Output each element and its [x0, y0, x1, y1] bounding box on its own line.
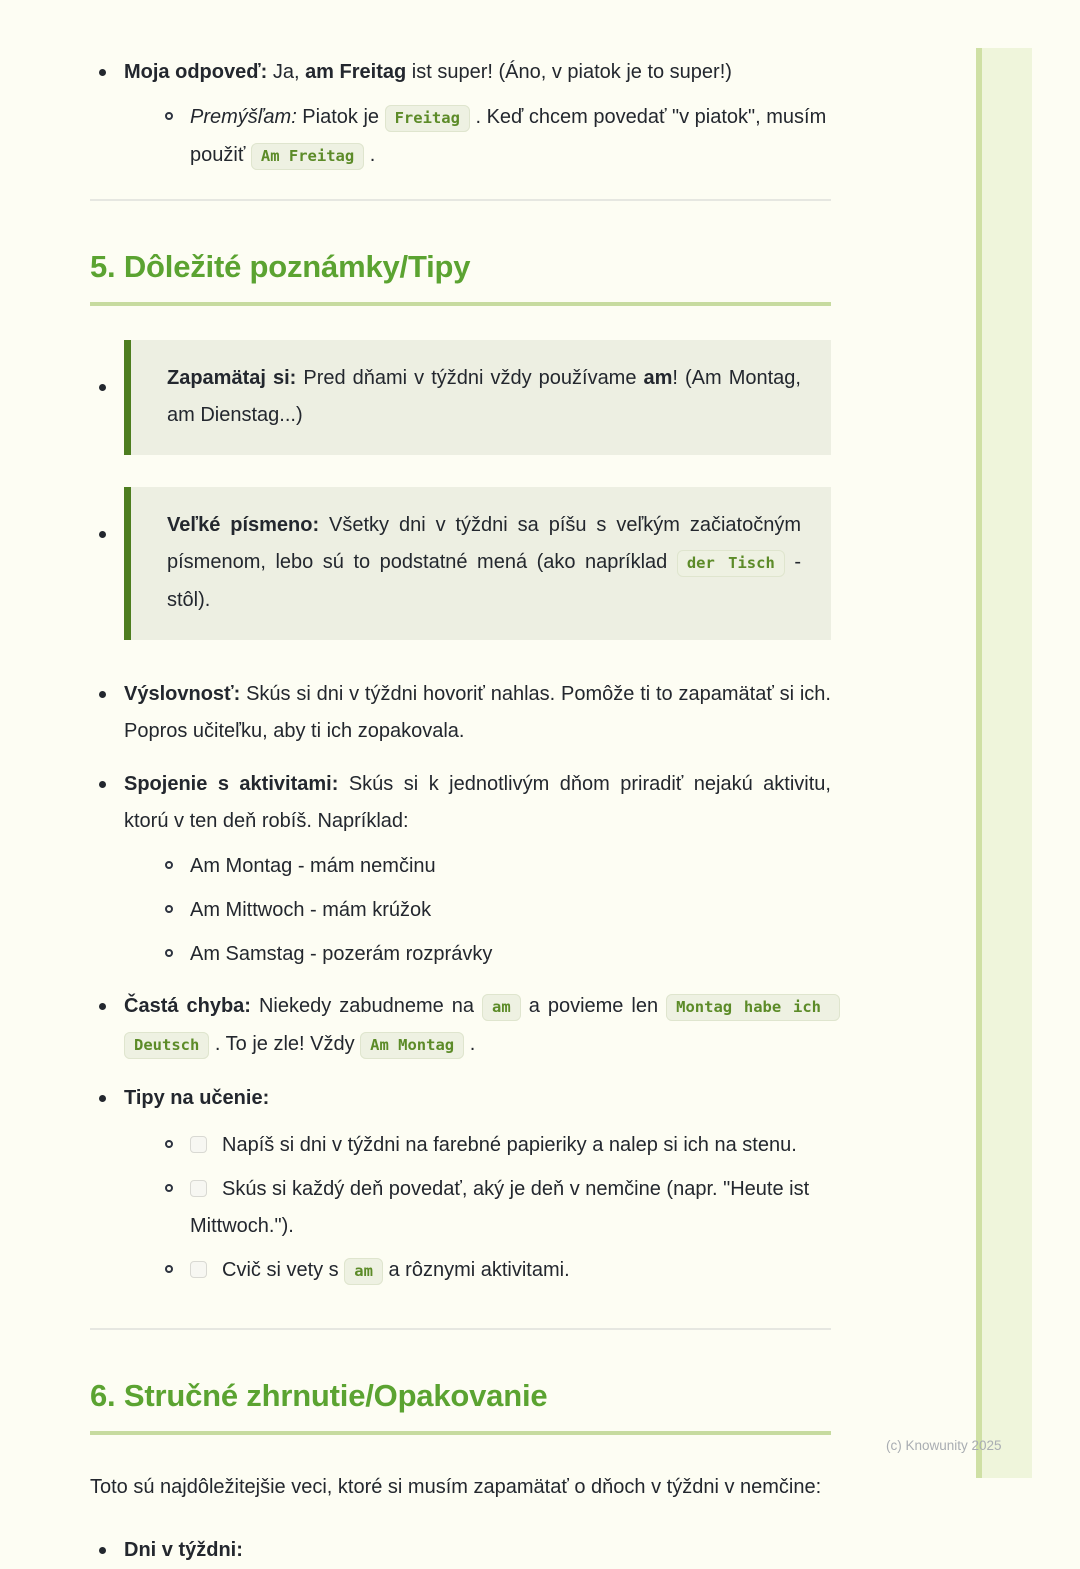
callout-text: [167, 514, 801, 611]
inline-code: am: [344, 1258, 383, 1285]
text-segment: Všetky dni v týždni sa píšu s veľkým začiatočným písmenom, lebo sú to podstatné mená (ako napríklad: [167, 514, 802, 573]
pronunciation-text: [124, 683, 831, 742]
list-item: [90, 1080, 831, 1290]
text-segment: am Freitag: [305, 61, 407, 83]
text-segment: Premýšľam:: [190, 106, 297, 128]
checklist-text: [190, 1178, 809, 1237]
callout-text: [167, 367, 801, 426]
intro-list: [90, 54, 831, 175]
text-segment: .: [364, 144, 376, 166]
checkbox[interactable]: [190, 1136, 207, 1153]
circle-marker: [165, 861, 173, 869]
text-segment: Veľké písmeno:: [167, 514, 320, 536]
checklist-item: [157, 1252, 831, 1290]
list-item: [90, 766, 831, 972]
circle-marker: [165, 1140, 173, 1148]
activity-text: Am Mittwoch - mám krúžok: [190, 899, 432, 921]
list-item: [90, 487, 831, 640]
list-item: [157, 99, 831, 175]
callout-remember: [124, 340, 831, 455]
list-item: [90, 988, 831, 1064]
activity-text: Am Samstag - pozerám rozprávky: [190, 943, 493, 965]
list-item: [90, 340, 831, 455]
text-segment: Piatok je: [296, 106, 385, 128]
tips-label: [124, 1087, 269, 1109]
text-segment: - stôl).: [167, 551, 802, 611]
text-segment: Zapamätaj si:: [167, 367, 297, 389]
bullet-marker: [99, 1547, 106, 1554]
text-segment: Spojenie s aktivitami:: [124, 773, 339, 795]
intro-sublist: [124, 99, 831, 175]
summary-paragraph: Toto sú najdôležitejšie veci, ktoré si musím zapamätať o dňoch v týždni v nemčine:: [90, 1476, 822, 1498]
checkbox[interactable]: [190, 1180, 207, 1197]
text-segment: .: [464, 1033, 476, 1055]
bullet-marker: [99, 384, 106, 391]
circle-marker: [165, 112, 173, 120]
inline-code: Am Freitag: [251, 143, 364, 170]
text-segment: Napíš si dni v týždni na farebné papieriky a nalep si ich na stenu.: [222, 1134, 797, 1156]
section-divider: [90, 1328, 831, 1330]
list-item: [90, 1532, 831, 1569]
checkbox[interactable]: [190, 1261, 207, 1278]
list-item: [157, 936, 831, 972]
circle-marker: [165, 1184, 173, 1192]
callout-list: [90, 340, 831, 640]
text-segment: Cvič si vety s: [222, 1259, 345, 1281]
text-segment: Niekedy zabudneme na: [250, 995, 483, 1017]
circle-marker: [165, 905, 173, 913]
copyright-notice: (c) Knowunity 2025: [886, 1438, 1002, 1453]
text-segment: Tipy na učenie:: [124, 1087, 270, 1109]
bullet-marker: [99, 691, 106, 698]
days-label: [124, 1539, 243, 1561]
activities-sublist: [124, 848, 831, 972]
text-segment: Ja,: [267, 61, 306, 83]
text-segment: Skús si k jednotlivým dňom priradiť nejakú aktivitu, ktorú v ten deň robíš. Napríklad:: [124, 773, 831, 832]
common-mistake-text: [124, 995, 840, 1055]
text-segment: . To je zle! Vždy: [209, 1033, 361, 1055]
text-segment: Výslovnosť:: [124, 683, 241, 705]
text-segment: Dni v týždni:: [124, 1539, 243, 1561]
heading-underline: [90, 1431, 831, 1435]
checklist-item: [157, 1127, 831, 1164]
bullet-marker: [99, 781, 106, 788]
text-segment: am: [643, 367, 673, 389]
bullet-marker: [99, 1003, 106, 1010]
inline-code: am: [482, 994, 521, 1021]
circle-marker: [165, 1265, 173, 1273]
text-segment: Častá chyba:: [124, 995, 251, 1017]
list-item: [157, 848, 831, 884]
section-6-heading: 6. Stručné zhrnutie/Opakovanie: [90, 1378, 548, 1413]
tips-list: [90, 676, 831, 1290]
text-segment: Skús si každý deň povedať, aký je deň v nemčine (napr. "Heute ist Mittwoch.").: [190, 1178, 810, 1237]
heading-underline: [90, 302, 831, 306]
section-divider: [90, 199, 831, 201]
list-item: [90, 54, 831, 175]
text-segment: ! (Am Montag, am Dienstag...): [167, 367, 801, 426]
checklist-text: [222, 1134, 797, 1156]
document-content: [90, 54, 831, 1569]
checklist-item: [157, 1171, 831, 1245]
text-segment: a povieme len: [520, 995, 667, 1017]
text-segment: . Keď chcem povedať "v piatok", musím použiť: [190, 106, 827, 166]
list-item: [157, 892, 831, 928]
checklist-text: [222, 1259, 570, 1281]
text-segment: ist super! (Áno, v piatok je to super!): [406, 61, 732, 83]
answer-text: [124, 61, 732, 83]
text-segment: a rôznymi aktivitami.: [382, 1259, 570, 1281]
activities-intro-text: [124, 773, 831, 832]
bullet-marker: [99, 531, 106, 538]
thinking-text: [190, 106, 826, 166]
summary-list: [90, 1532, 831, 1569]
text-segment: Moja odpoveď:: [124, 61, 268, 83]
list-item: [90, 676, 831, 750]
circle-marker: [165, 949, 173, 957]
tips-checklist: [124, 1127, 831, 1290]
bullet-marker: [99, 1095, 106, 1102]
inline-code: Montag habe ich Deutsch: [124, 994, 840, 1059]
inline-code: Am Montag: [360, 1032, 464, 1059]
section-5-heading: 5. Dôležité poznámky/Tipy: [90, 249, 471, 284]
activity-text: Am Montag - mám nemčinu: [190, 855, 436, 877]
inline-code: der Tisch: [677, 550, 785, 577]
text-segment: Skús si dni v týždni hovoriť nahlas. Pomôže ti to zapamätať si ich. Popros učiteľku, aby ti ich zopakovala.: [124, 683, 831, 742]
text-segment: Pred dňami v týždni vždy používame: [296, 367, 644, 389]
inline-code: Freitag: [385, 105, 470, 132]
bullet-marker: [99, 69, 106, 76]
page-edge-strip: [976, 48, 1032, 1478]
callout-capitalization: [124, 487, 831, 640]
